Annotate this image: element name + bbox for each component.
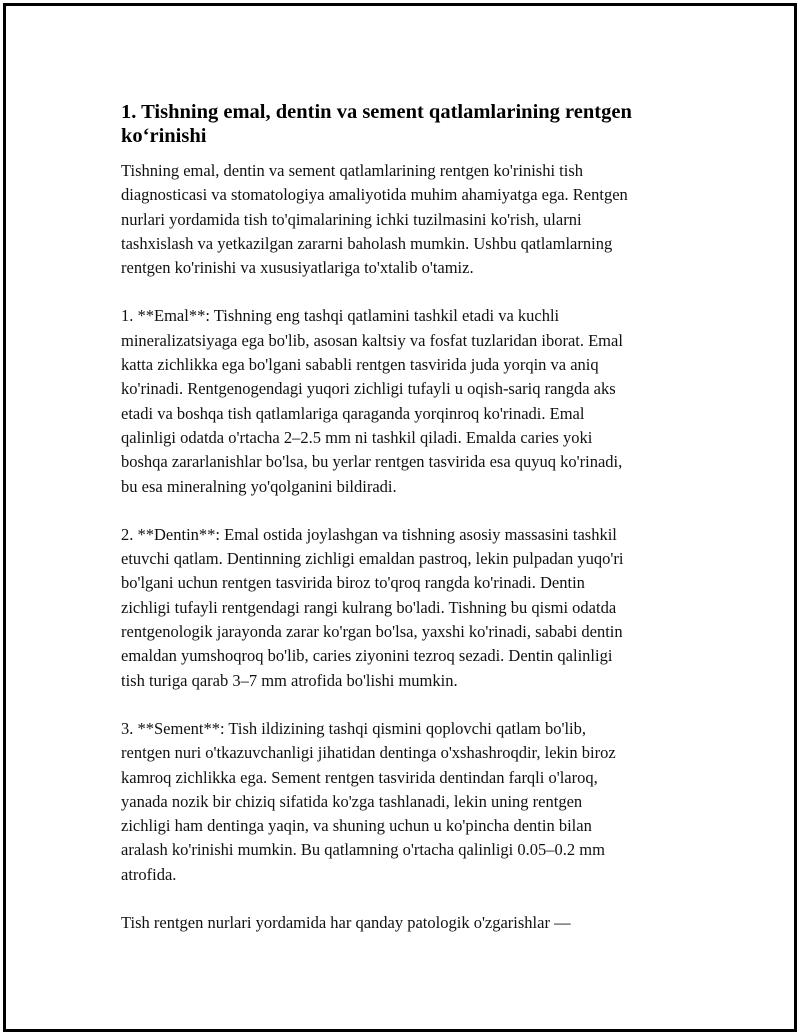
section-heading: 1. Tishning emal, dentin va sement qatlamlarining rentgen ko‘rinishi [121,101,632,147]
cement-paragraph: 3. **Sement**: Tish ildizining tashqi qismini qoplovchi qatlam bo'lib, rentgen nuri o'tkazuvchanligi jihatidan dentinga o'xshashroqdir, lekin biroz kamroq zichlikka ega. Sement rentgen tasvirida dentindan farqli o'laroq, yanada nozik bir chiziq sifatida ko'zga tashlanadi, lekin uning rentgen zichligi ham dentinga yaqin, va shuning uchun u ko'pincha dentin bilan aralash ko'rinishi mumkin. Bu qatlamning o'rtacha qalinligi 0.05–0.2 mm atrofida. [121,718,616,884]
intro-paragraph: Tishning emal, dentin va sement qatlamlarining rentgen ko'rinishi tish diagnosticasi va stomatologiya amaliyotida muhim ahamiyatga ega. Rentgen nurlari yordamida tish to'qimalarining ichki tuzilmasini ko'rish, ularni tashxislash va yetkazilgan zararni baholash mumkin. Ushbu qatlamlarning rentgen ko'rinishi va xususiyatlariga to'xtalib o'tamiz. [121,161,628,278]
document-body [121,100,696,959]
page-frame [3,3,797,1032]
dentin-paragraph: 2. **Dentin**: Emal ostida joylashgan va tishning asosiy massasini tashkil etuvchi qatlam. Dentinning zichligi emaldan pastroq, lekin pulpadan yuqo'ri bo'lgani uchun rentgen tasvirida biroz to'qroq rangda ko'rinadi. Dentin zichligi tufayli rentgendagi rangi kulrang bo'ladi. Tishning bu qismi odatda rentgenologik jarayonda zarar ko'rgan bo'lsa, yaxshi ko'rinadi, sababi dentin emaldan yumshoqroq bo'lib, caries ziyonini tezroq sezadi. Dentin qalinligi tish turiga qarab 3–7 mm atrofida bo'lishi mumkin. [121,524,624,690]
enamel-paragraph: 1. **Emal**: Tishning eng tashqi qatlamini tashkil etadi va kuchli mineralizatsiyaga ega bo'lib, asosan kaltsiy va fosfat tuzlaridan iborat. Emal katta zichlikka ega bo'lgani sababli rentgen tasvirida juda yorqin va aniq ko'rinadi. Rentgenogendagi yuqori zichligi tufayli u oqish-sariq rangda aks etadi va boshqa tish qatlamlariga qaraganda yorqinroq ko'rinadi. Emal qalinligi odatda o'rtacha 2–2.5 mm ni tashkil qiladi. Emalda caries yoki boshqa zararlanishlar bo'lsa, bu yerlar rentgen tasvirida esa quyuq ko'rinadi, bu esa mineralning yo'qolganini bildiradi. [121,306,623,496]
closing-paragraph: Tish rentgen nurlari yordamida har qanday patologik o'zgarishlar — [121,913,571,933]
